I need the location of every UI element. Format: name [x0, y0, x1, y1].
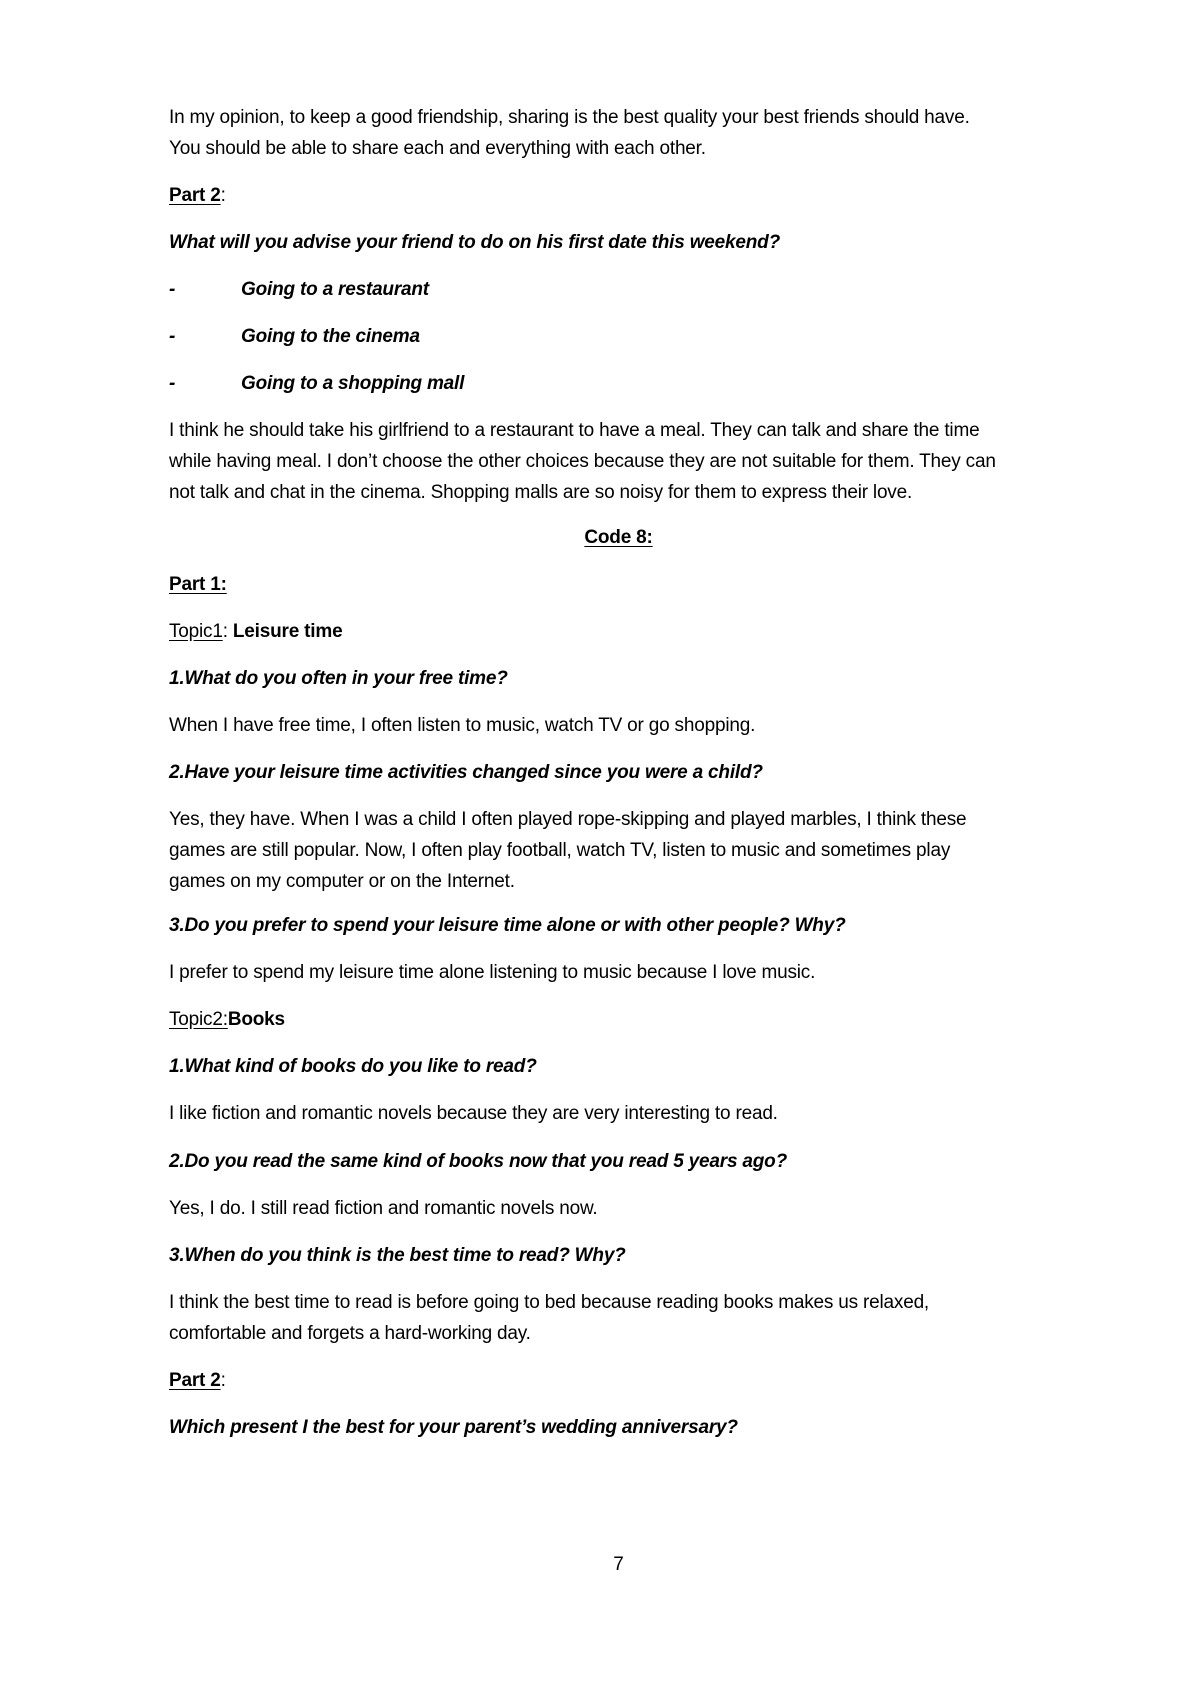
part2-heading: [169, 180, 1069, 211]
option-item: [169, 368, 1069, 399]
option-item: [169, 274, 1069, 305]
topic-label: Topic2:: [169, 1009, 228, 1030]
heading-colon: :: [220, 1370, 226, 1391]
topic-title: Leisure time: [232, 621, 343, 642]
paragraph-line: Yes, I do. I still read fiction and romantic novels now.: [169, 1198, 598, 1219]
paragraph-line: I think the best time to read is before going to bed because reading books makes us relaxed,: [169, 1292, 930, 1313]
option-item: [169, 321, 1069, 352]
paragraph-line: I like fiction and romantic novels because they are very interesting to read.: [169, 1103, 778, 1124]
bullet-dash: -: [169, 279, 176, 300]
part-heading-label: Part 2: [169, 1370, 221, 1391]
part2-answer: [169, 415, 1069, 508]
answer: [169, 1098, 1069, 1129]
part2-question: Which present I the best for your parent’s wedding anniversary?: [169, 1417, 738, 1438]
paragraph-line: I prefer to spend my leisure time alone listening to music because I love music.: [169, 962, 816, 983]
paragraph-line: games on my computer or on the Internet.: [169, 871, 515, 892]
question: 3.When do you think is the best time to read? Why?: [169, 1245, 626, 1266]
paragraph-line: I think he should take his girlfriend to a restaurant to have a meal. They can talk and share the time: [169, 420, 980, 441]
part1-heading: [169, 569, 1069, 600]
part-heading-label: Part 2: [169, 185, 221, 206]
intro-paragraph: [169, 102, 1069, 164]
part-heading-label: Part 1:: [169, 574, 227, 595]
code-heading-text: Code 8:: [584, 527, 653, 548]
heading-colon: :: [220, 185, 226, 206]
bullet-dash: -: [169, 326, 176, 347]
option-text: Going to a shopping mall: [241, 373, 465, 394]
topic-title: Books: [227, 1009, 285, 1030]
paragraph-line: You should be able to share each and everything with each other.: [169, 138, 706, 159]
answer: [169, 1287, 1069, 1349]
topic-label: Topic1: [169, 621, 223, 642]
question: 2.Do you read the same kind of books now that you read 5 years ago?: [169, 1151, 787, 1172]
answer: [169, 1193, 1069, 1224]
question: 2.Have your leisure time activities changed since you were a child?: [169, 762, 763, 783]
topic1-heading: [169, 616, 1069, 647]
paragraph-line: Yes, they have. When I was a child I often played rope-skipping and played marbles, I think these: [169, 809, 967, 830]
answer: [169, 804, 1069, 897]
page-number: 7: [613, 1554, 624, 1575]
question: 1.What kind of books do you like to read?: [169, 1056, 537, 1077]
paragraph-line: comfortable and forgets a hard-working day.: [169, 1323, 531, 1344]
topic2-heading: [169, 1004, 1069, 1035]
part2-question: What will you advise your friend to do on his first date this weekend?: [169, 232, 780, 253]
paragraph-line: while having meal. I don’t choose the other choices because they are not suitable for them. They can: [169, 451, 996, 472]
topic-separator: :: [222, 621, 233, 642]
paragraph-line: In my opinion, to keep a good friendship, sharing is the best quality your best friends should have.: [169, 107, 970, 128]
paragraph-line: not talk and chat in the cinema. Shopping malls are so noisy for them to express their love.: [169, 482, 913, 503]
question: 3.Do you prefer to spend your leisure time alone or with other people? Why?: [169, 915, 846, 936]
code-heading: [0, 522, 1189, 553]
option-text: Going to a restaurant: [241, 279, 429, 300]
part2-heading: [169, 1365, 1069, 1396]
paragraph-line: games are still popular. Now, I often play football, watch TV, listen to music and sometimes play: [169, 840, 951, 861]
bullet-dash: -: [169, 373, 176, 394]
option-text: Going to the cinema: [241, 326, 420, 347]
paragraph-line: When I have free time, I often listen to music, watch TV or go shopping.: [169, 715, 756, 736]
answer: [169, 957, 1069, 988]
question: 1.What do you often in your free time?: [169, 668, 508, 689]
answer: [169, 710, 1069, 741]
